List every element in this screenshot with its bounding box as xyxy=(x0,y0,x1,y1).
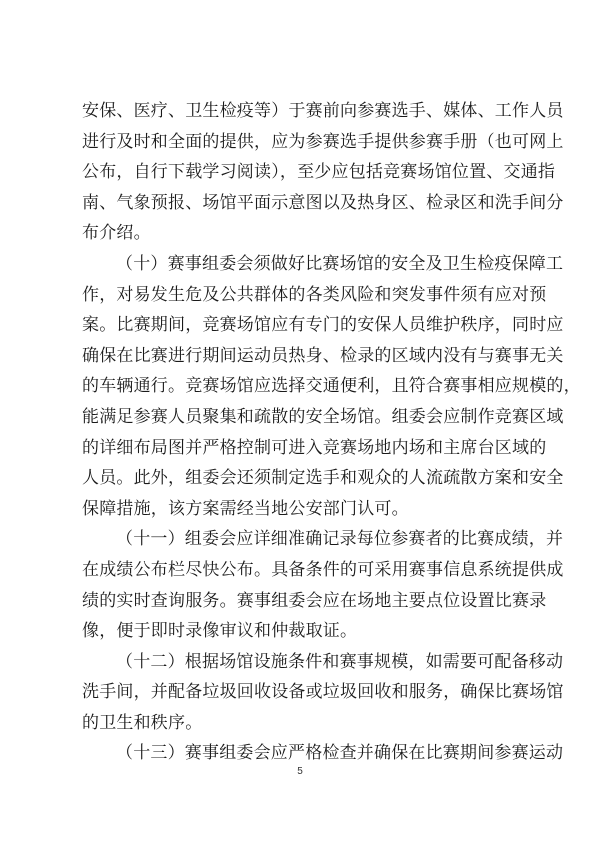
text-line: 能满足参赛人员聚集和疏散的安全场馆。组委会应制作竞赛区域 xyxy=(82,406,564,427)
text-line: （十一）组委会应详细准确记录每位参赛者的比赛成绩，并 xyxy=(116,529,564,550)
text-line: 布介绍。 xyxy=(82,223,151,244)
text-line: 人员。此外，组委会还须制定选手和观众的人流疏散方案和安全 xyxy=(82,468,564,489)
text-line: 像，便于即时录像审议和仲裁取证。 xyxy=(82,621,358,642)
paragraph-12 xyxy=(82,647,564,739)
text-line: 南、气象预报、场馆平面示意图以及热身区、检录区和洗手间分 xyxy=(82,192,564,213)
text-line: 在成绩公布栏尽快公布。具备条件的可采用赛事信息系统提供成 xyxy=(82,559,564,580)
text-line: 洗手间，并配备垃圾回收设备或垃圾回收和服务，确保比赛场馆 xyxy=(82,682,564,703)
text-line: 保障措施，该方案需经当地公安部门认可。 xyxy=(82,498,409,519)
text-line: （十二）根据场馆设施条件和赛事规模，如需要可配备移动 xyxy=(116,651,564,672)
text-line: 的车辆通行。竞赛场馆应选择交通便利，且符合赛事相应规模的， xyxy=(82,376,581,397)
page-number: 5 xyxy=(297,766,303,777)
text-line: 公布，自行下载学习阅读），至少应包括竞赛场馆位置、交通指 xyxy=(82,162,556,183)
paragraph-10 xyxy=(82,249,581,524)
text-line: 确保在比赛进行期间运动员热身、检录的区域内没有与赛事无关 xyxy=(82,345,564,366)
text-line: 的详细布局图并严格控制可进入竞赛场地内场和主席台区域的 xyxy=(82,437,547,458)
paragraph-13 xyxy=(82,738,564,769)
text-line: 安保、医疗、卫生检疫等）于赛前向参赛选手、媒体、工作人员 xyxy=(82,101,564,121)
paragraph-11 xyxy=(82,524,564,646)
paragraph-continued xyxy=(82,96,564,249)
text-line: （十）赛事组委会须做好比赛场馆的安全及卫生检疫保障工 xyxy=(116,253,564,274)
text-line: 的卫生和秩序。 xyxy=(82,712,203,733)
text-line: （十三）赛事组委会应严格检查并确保在比赛期间参赛运动 xyxy=(116,743,564,764)
text-line: 绩的实时查询服务。赛事组委会应在场地主要点位设置比赛录 xyxy=(82,590,547,611)
document-body xyxy=(82,96,581,769)
text-line: 作，对易发生危及公共群体的各类风险和突发事件须有应对预 xyxy=(82,284,547,305)
text-line: 案。比赛期间，竞赛场馆应有专门的安保人员维护秩序，同时应 xyxy=(82,315,564,336)
text-line: 进行及时和全面的提供，应为参赛选手提供参赛手册（也可网上 xyxy=(82,131,564,152)
